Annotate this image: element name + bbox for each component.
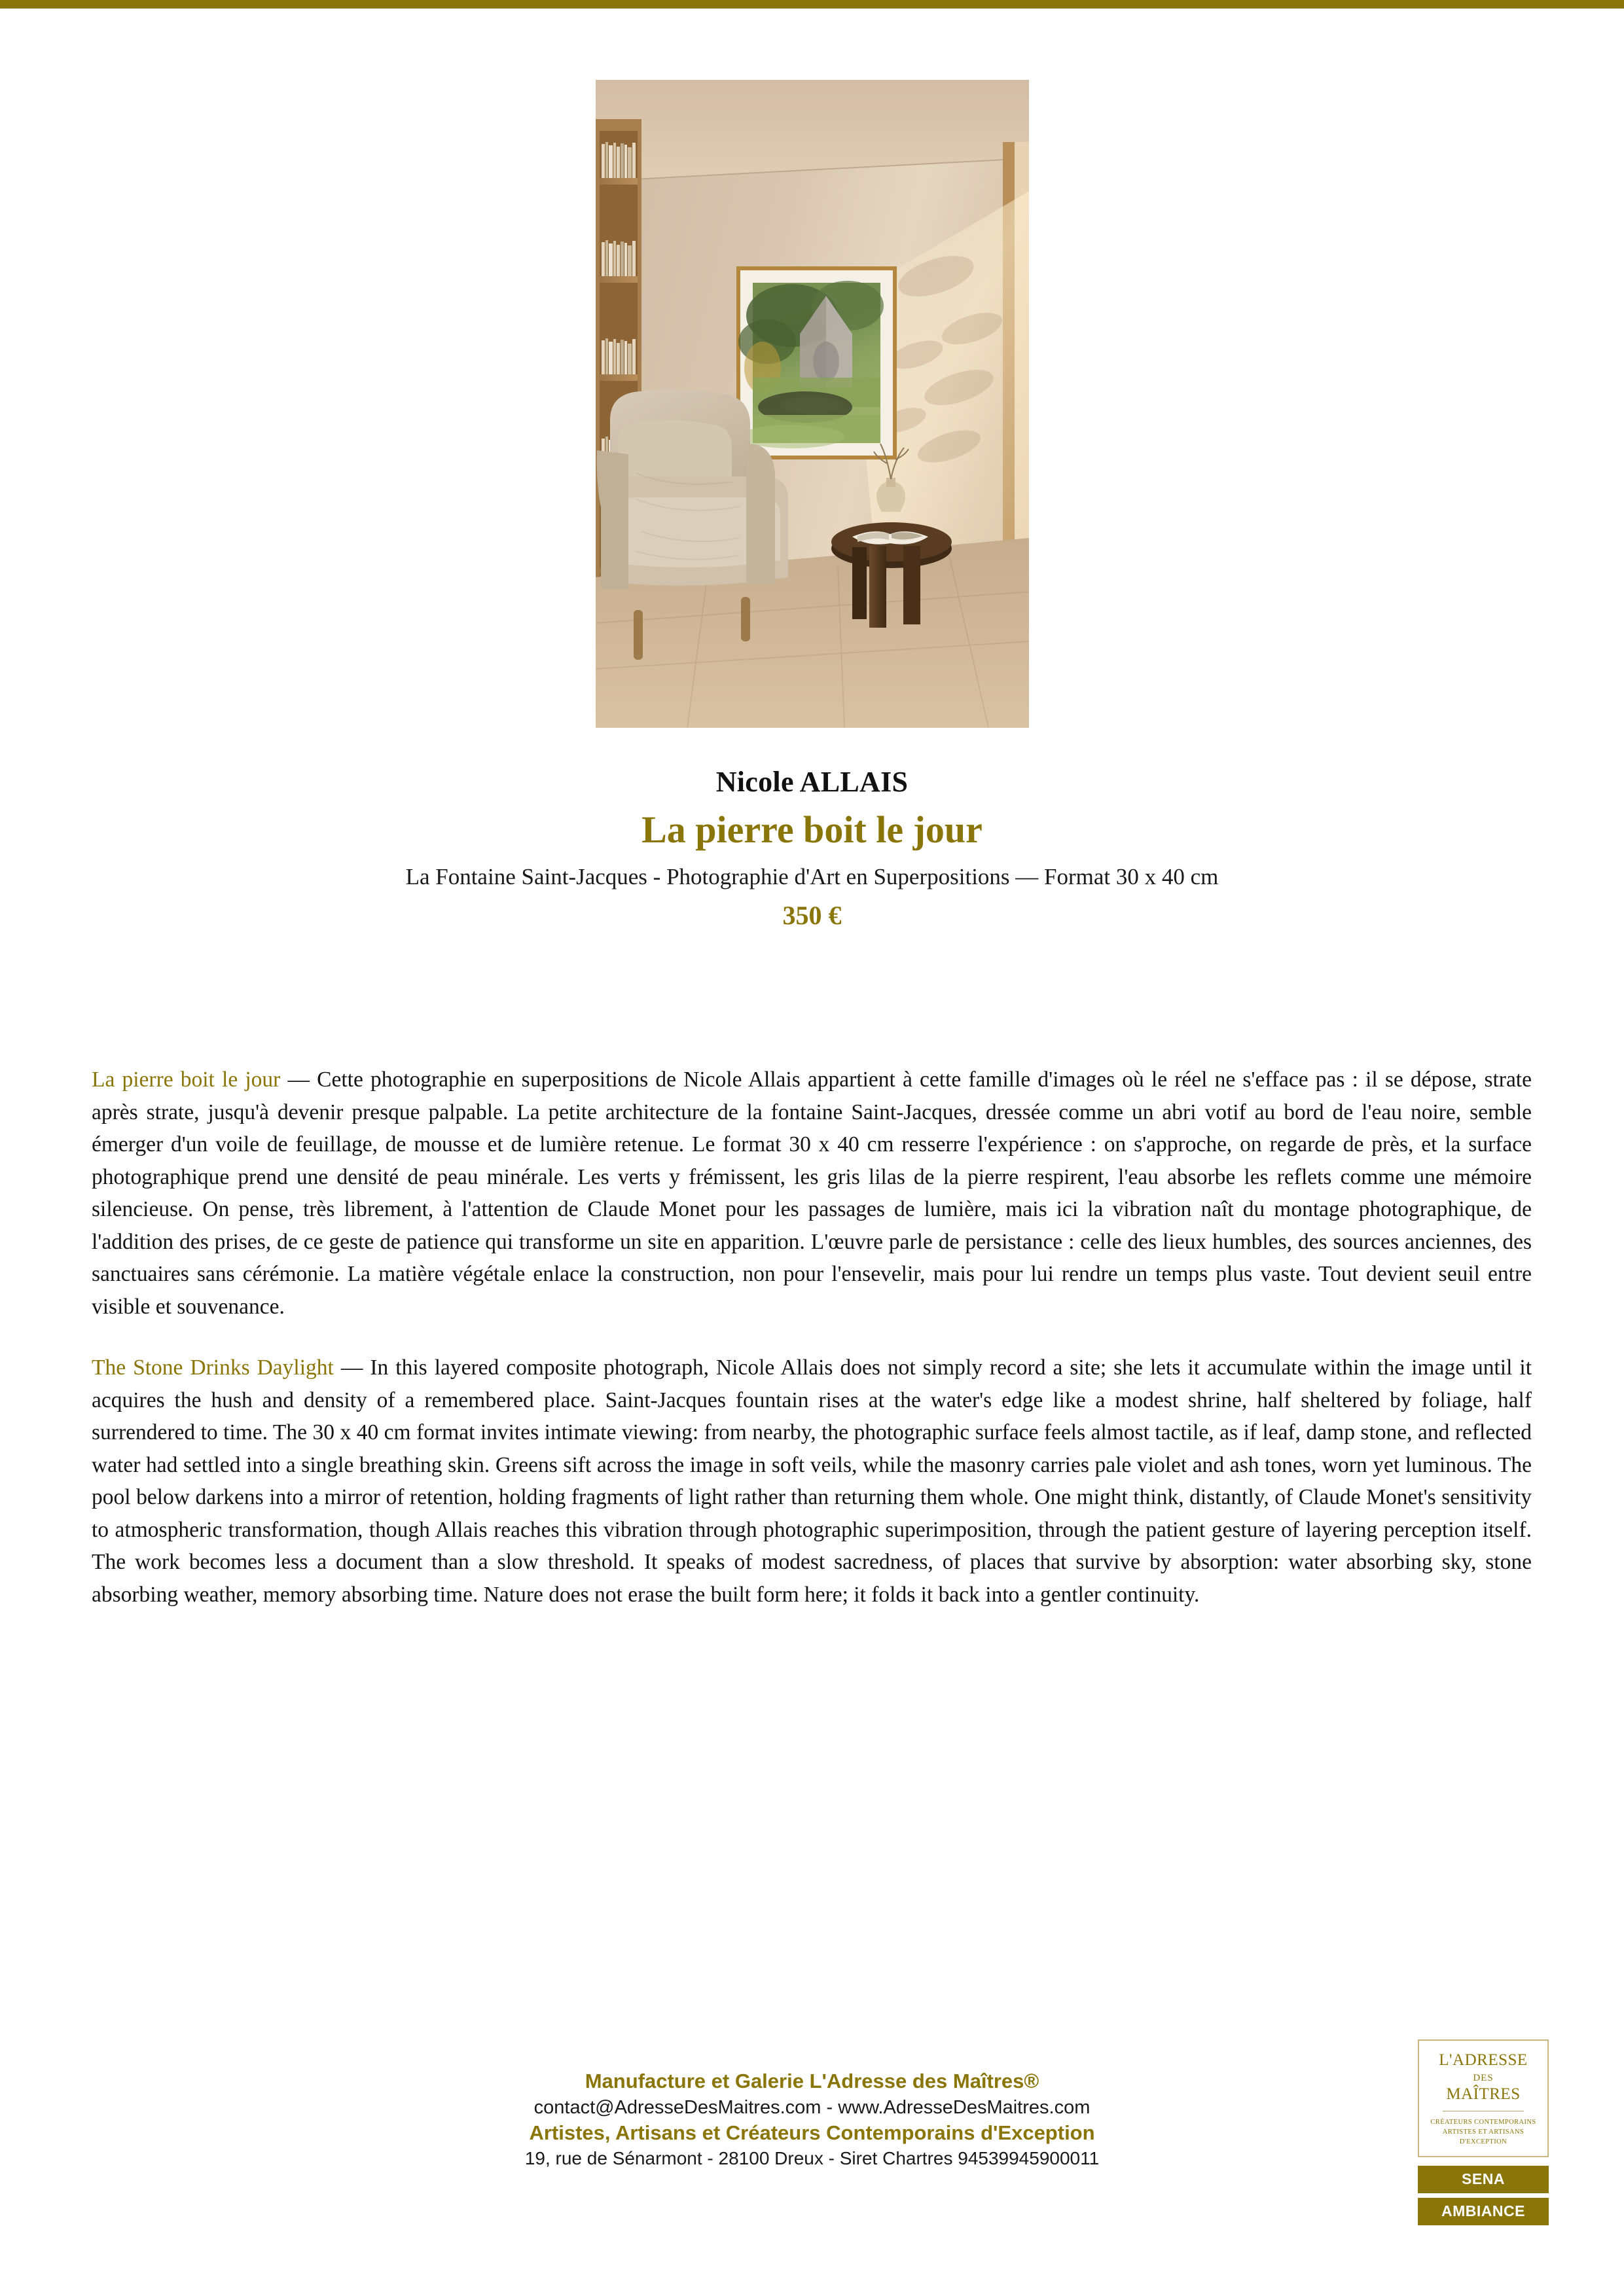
brand-logo-block [1418, 2039, 1549, 2225]
artwork-price: 350 € [782, 901, 842, 931]
description-section [92, 1064, 1532, 1611]
logo-line-2: DES [1473, 2072, 1494, 2083]
logo-subtitle-1: CRÉATEURS CONTEMPORAINS [1430, 2118, 1536, 2126]
logo-line-1: L'ADRESSE [1439, 2051, 1528, 2069]
description-lede-en: The Stone Drinks Daylight [92, 1355, 334, 1380]
artwork-subtitle: La Fontaine Saint-Jacques - Photographie d'Art en Superpositions — Format 30 x 40 cm [405, 864, 1219, 890]
description-dash-fr: — [280, 1067, 317, 1092]
interior-scene-illustration [596, 80, 1029, 728]
logo-line-3: MAÎTRES [1446, 2085, 1521, 2103]
badge-sena: SENA [1418, 2166, 1549, 2193]
footer-contact[interactable]: contact@AdresseDesMaitres.com - www.AdresseDesMaitres.com [533, 2096, 1091, 2118]
description-lede-fr: La pierre boit le jour [92, 1067, 281, 1092]
badge-ambiance: AMBIANCE [1418, 2198, 1549, 2225]
description-paragraph-en [92, 1352, 1532, 1611]
artwork-title-block [0, 766, 1624, 931]
description-dash-en: — [333, 1355, 370, 1380]
description-paragraph-fr [92, 1064, 1532, 1323]
page-title: La pierre boit le jour [641, 808, 983, 851]
description-body-fr: Cette photographie en superpositions de Nicole Allais appartient à cette famille d'images où le réel ne s'efface pas : il se dépose, strate après strate, jusqu'à devenir presque palpable. La petite architecture de la fontaine Saint-Jacques, dressée comme un abri votif au bord de l'eau noire, semble émerger d'un voile de feuillage, de mousse et de lumière retenue. Le format 30 x 40 cm resserre l'expérience : on s'approche, on regarde de près, et la surface photographique prend une densité de peau minérale. Les verts y frémissent, les gris lilas de la pierre respirent, l'eau absorbe les reflets comme une mémoire silencieuse. On pense, très librement, à l'attention de Claude Monet pour les passages de lumière, mais ici la vibration naît du montage photographique, de l'addition des prises, de ce geste de patience qui transforme un site en apparition. L'œuvre parle de persistance : celle des lieux humbles, des sources anciennes, des sanctuaires sans cérémonie. La matière végétale enlace la construction, non pour l'ensevelir, mais pour lui rendre un temps plus vaste. Tout devient seuil entre visible et souvenance. [92, 1067, 1532, 1319]
logo-subtitle-3: D'EXCEPTION [1459, 2138, 1507, 2145]
footer-company: Manufacture et Galerie L'Adresse des Maîtres® [585, 2070, 1039, 2092]
logo-subtitle-2: ARTISTES ET ARTISANS [1442, 2128, 1525, 2136]
footer-tagline: Artistes, Artisans et Créateurs Contemporains d'Exception [529, 2121, 1095, 2145]
framed-artwork [736, 266, 897, 459]
logo-card [1418, 2039, 1549, 2157]
top-gold-rule [0, 0, 1624, 9]
description-body-en: In this layered composite photograph, Nicole Allais does not simply record a site; she lets it accumulate within the image until it acquires the hush and density of a remembered place. Saint-Jacques fountain rises at the water's edge like a modest shrine, half sheltered by foliage, half surrendered to time. The 30 x 40 cm format invites intimate viewing: from nearby, the photographic surface feels almost tactile, as if leaf, damp stone, and reflected water had settled into a single breathing skin. Greens sift across the image in soft veils, while the masonry carries pale violet and ash tones, worn yet luminous. The pool below darkens into a mirror of retention, holding fragments of light rather than returning them whole. One might think, distantly, of Claude Monet's sensitivity to atmospheric transformation, though Allais reaches this vibration through photographic superimposition, through the patient gesture of layering perception itself. The work becomes less a document than a slow threshold. It speaks of modest sacredness, of places that survive by absorption: water absorbing sky, stone absorbing weather, memory absorbing time. Nature does not erase the built form here; it folds it back into a gentler continuity. [92, 1355, 1532, 1607]
artist-name: Nicole ALLAIS [715, 766, 909, 798]
artwork-photo [596, 80, 1029, 728]
page-footer [0, 2068, 1624, 2171]
footer-address: 19, rue de Sénarmont - 28100 Dreux - Siret Chartres 94539945900011 [524, 2148, 1100, 2169]
